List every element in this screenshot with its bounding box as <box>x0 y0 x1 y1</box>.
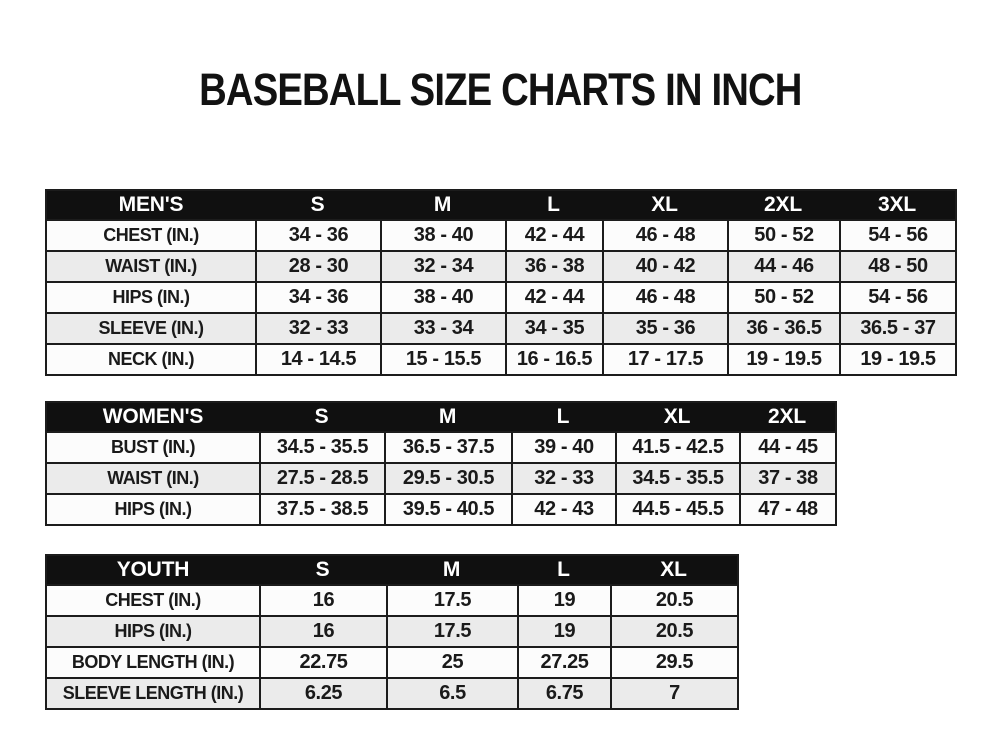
size-value: 20.5 <box>610 615 737 646</box>
column-header-women-s: WOMEN'S <box>47 403 259 431</box>
column-header-l: L <box>511 403 615 431</box>
size-value: 32 - 33 <box>511 462 615 493</box>
size-value: 41.5 - 42.5 <box>615 431 739 462</box>
size-value: 27.25 <box>517 646 610 677</box>
size-value: 6.75 <box>517 677 610 708</box>
size-value: 37 - 38 <box>739 462 835 493</box>
row-label: SLEEVE LENGTH (IN.) <box>47 677 259 708</box>
size-value: 16 - 16.5 <box>505 343 602 374</box>
womens-size-table <box>45 401 837 526</box>
row-label: HIPS (IN.) <box>47 493 259 524</box>
row-label: HIPS (IN.) <box>47 615 259 646</box>
size-value: 17.5 <box>386 584 517 615</box>
size-value: 33 - 34 <box>380 312 505 343</box>
size-value: 32 - 33 <box>255 312 380 343</box>
column-header-s: S <box>259 403 384 431</box>
row-label: HIPS (IN.) <box>47 281 255 312</box>
size-value: 6.5 <box>386 677 517 708</box>
size-value: 34 - 35 <box>505 312 602 343</box>
size-value: 38 - 40 <box>380 219 505 250</box>
row-label: CHEST (IN.) <box>47 584 259 615</box>
row-label: BODY LENGTH (IN.) <box>47 646 259 677</box>
column-header-xl: XL <box>602 191 727 219</box>
row-label: CHEST (IN.) <box>47 219 255 250</box>
row-label: SLEEVE (IN.) <box>47 312 255 343</box>
youth-size-table <box>45 554 739 710</box>
size-value: 54 - 56 <box>839 219 955 250</box>
row-label: WAIST (IN.) <box>47 462 259 493</box>
size-value: 20.5 <box>610 584 737 615</box>
row-label: NECK (IN.) <box>47 343 255 374</box>
size-value: 36 - 36.5 <box>727 312 839 343</box>
size-value: 15 - 15.5 <box>380 343 505 374</box>
size-value: 34.5 - 35.5 <box>259 431 384 462</box>
size-value: 36.5 - 37 <box>839 312 955 343</box>
size-value: 6.25 <box>259 677 386 708</box>
column-header-s: S <box>255 191 380 219</box>
size-value: 29.5 <box>610 646 737 677</box>
size-value: 36.5 - 37.5 <box>384 431 511 462</box>
size-value: 28 - 30 <box>255 250 380 281</box>
size-value: 27.5 - 28.5 <box>259 462 384 493</box>
column-header-m: M <box>384 403 511 431</box>
size-value: 46 - 48 <box>602 281 727 312</box>
size-value: 17.5 <box>386 615 517 646</box>
size-value: 42 - 44 <box>505 281 602 312</box>
size-value: 35 - 36 <box>602 312 727 343</box>
size-value: 54 - 56 <box>839 281 955 312</box>
column-header-men-s: MEN'S <box>47 191 255 219</box>
size-value: 14 - 14.5 <box>255 343 380 374</box>
size-value: 48 - 50 <box>839 250 955 281</box>
size-value: 19 <box>517 584 610 615</box>
row-label: WAIST (IN.) <box>47 250 255 281</box>
size-value: 39.5 - 40.5 <box>384 493 511 524</box>
size-value: 50 - 52 <box>727 219 839 250</box>
size-value: 19 - 19.5 <box>727 343 839 374</box>
size-value: 42 - 43 <box>511 493 615 524</box>
mens-size-table <box>45 189 957 376</box>
column-header-youth: YOUTH <box>47 556 259 584</box>
size-value: 25 <box>386 646 517 677</box>
size-value: 46 - 48 <box>602 219 727 250</box>
column-header-s: S <box>259 556 386 584</box>
size-value: 44 - 46 <box>727 250 839 281</box>
size-value: 36 - 38 <box>505 250 602 281</box>
column-header-2xl: 2XL <box>727 191 839 219</box>
size-value: 32 - 34 <box>380 250 505 281</box>
size-value: 37.5 - 38.5 <box>259 493 384 524</box>
size-value: 16 <box>259 584 386 615</box>
column-header-2xl: 2XL <box>739 403 835 431</box>
size-value: 34.5 - 35.5 <box>615 462 739 493</box>
size-value: 17 - 17.5 <box>602 343 727 374</box>
size-value: 39 - 40 <box>511 431 615 462</box>
size-value: 38 - 40 <box>380 281 505 312</box>
row-label: BUST (IN.) <box>47 431 259 462</box>
size-value: 19 - 19.5 <box>839 343 955 374</box>
size-value: 50 - 52 <box>727 281 839 312</box>
size-value: 44.5 - 45.5 <box>615 493 739 524</box>
size-value: 7 <box>610 677 737 708</box>
size-value: 34 - 36 <box>255 281 380 312</box>
column-header-xl: XL <box>615 403 739 431</box>
size-value: 29.5 - 30.5 <box>384 462 511 493</box>
size-value: 22.75 <box>259 646 386 677</box>
page-title-text: BASEBALL SIZE CHARTS IN INCH <box>198 64 802 115</box>
column-header-m: M <box>380 191 505 219</box>
size-value: 19 <box>517 615 610 646</box>
size-value: 34 - 36 <box>255 219 380 250</box>
column-header-l: L <box>505 191 602 219</box>
size-value: 42 - 44 <box>505 219 602 250</box>
page-title <box>0 64 1000 116</box>
column-header-xl: XL <box>610 556 737 584</box>
column-header-l: L <box>517 556 610 584</box>
size-value: 40 - 42 <box>602 250 727 281</box>
size-value: 44 - 45 <box>739 431 835 462</box>
column-header-m: M <box>386 556 517 584</box>
size-value: 16 <box>259 615 386 646</box>
size-value: 47 - 48 <box>739 493 835 524</box>
column-header-3xl: 3XL <box>839 191 955 219</box>
